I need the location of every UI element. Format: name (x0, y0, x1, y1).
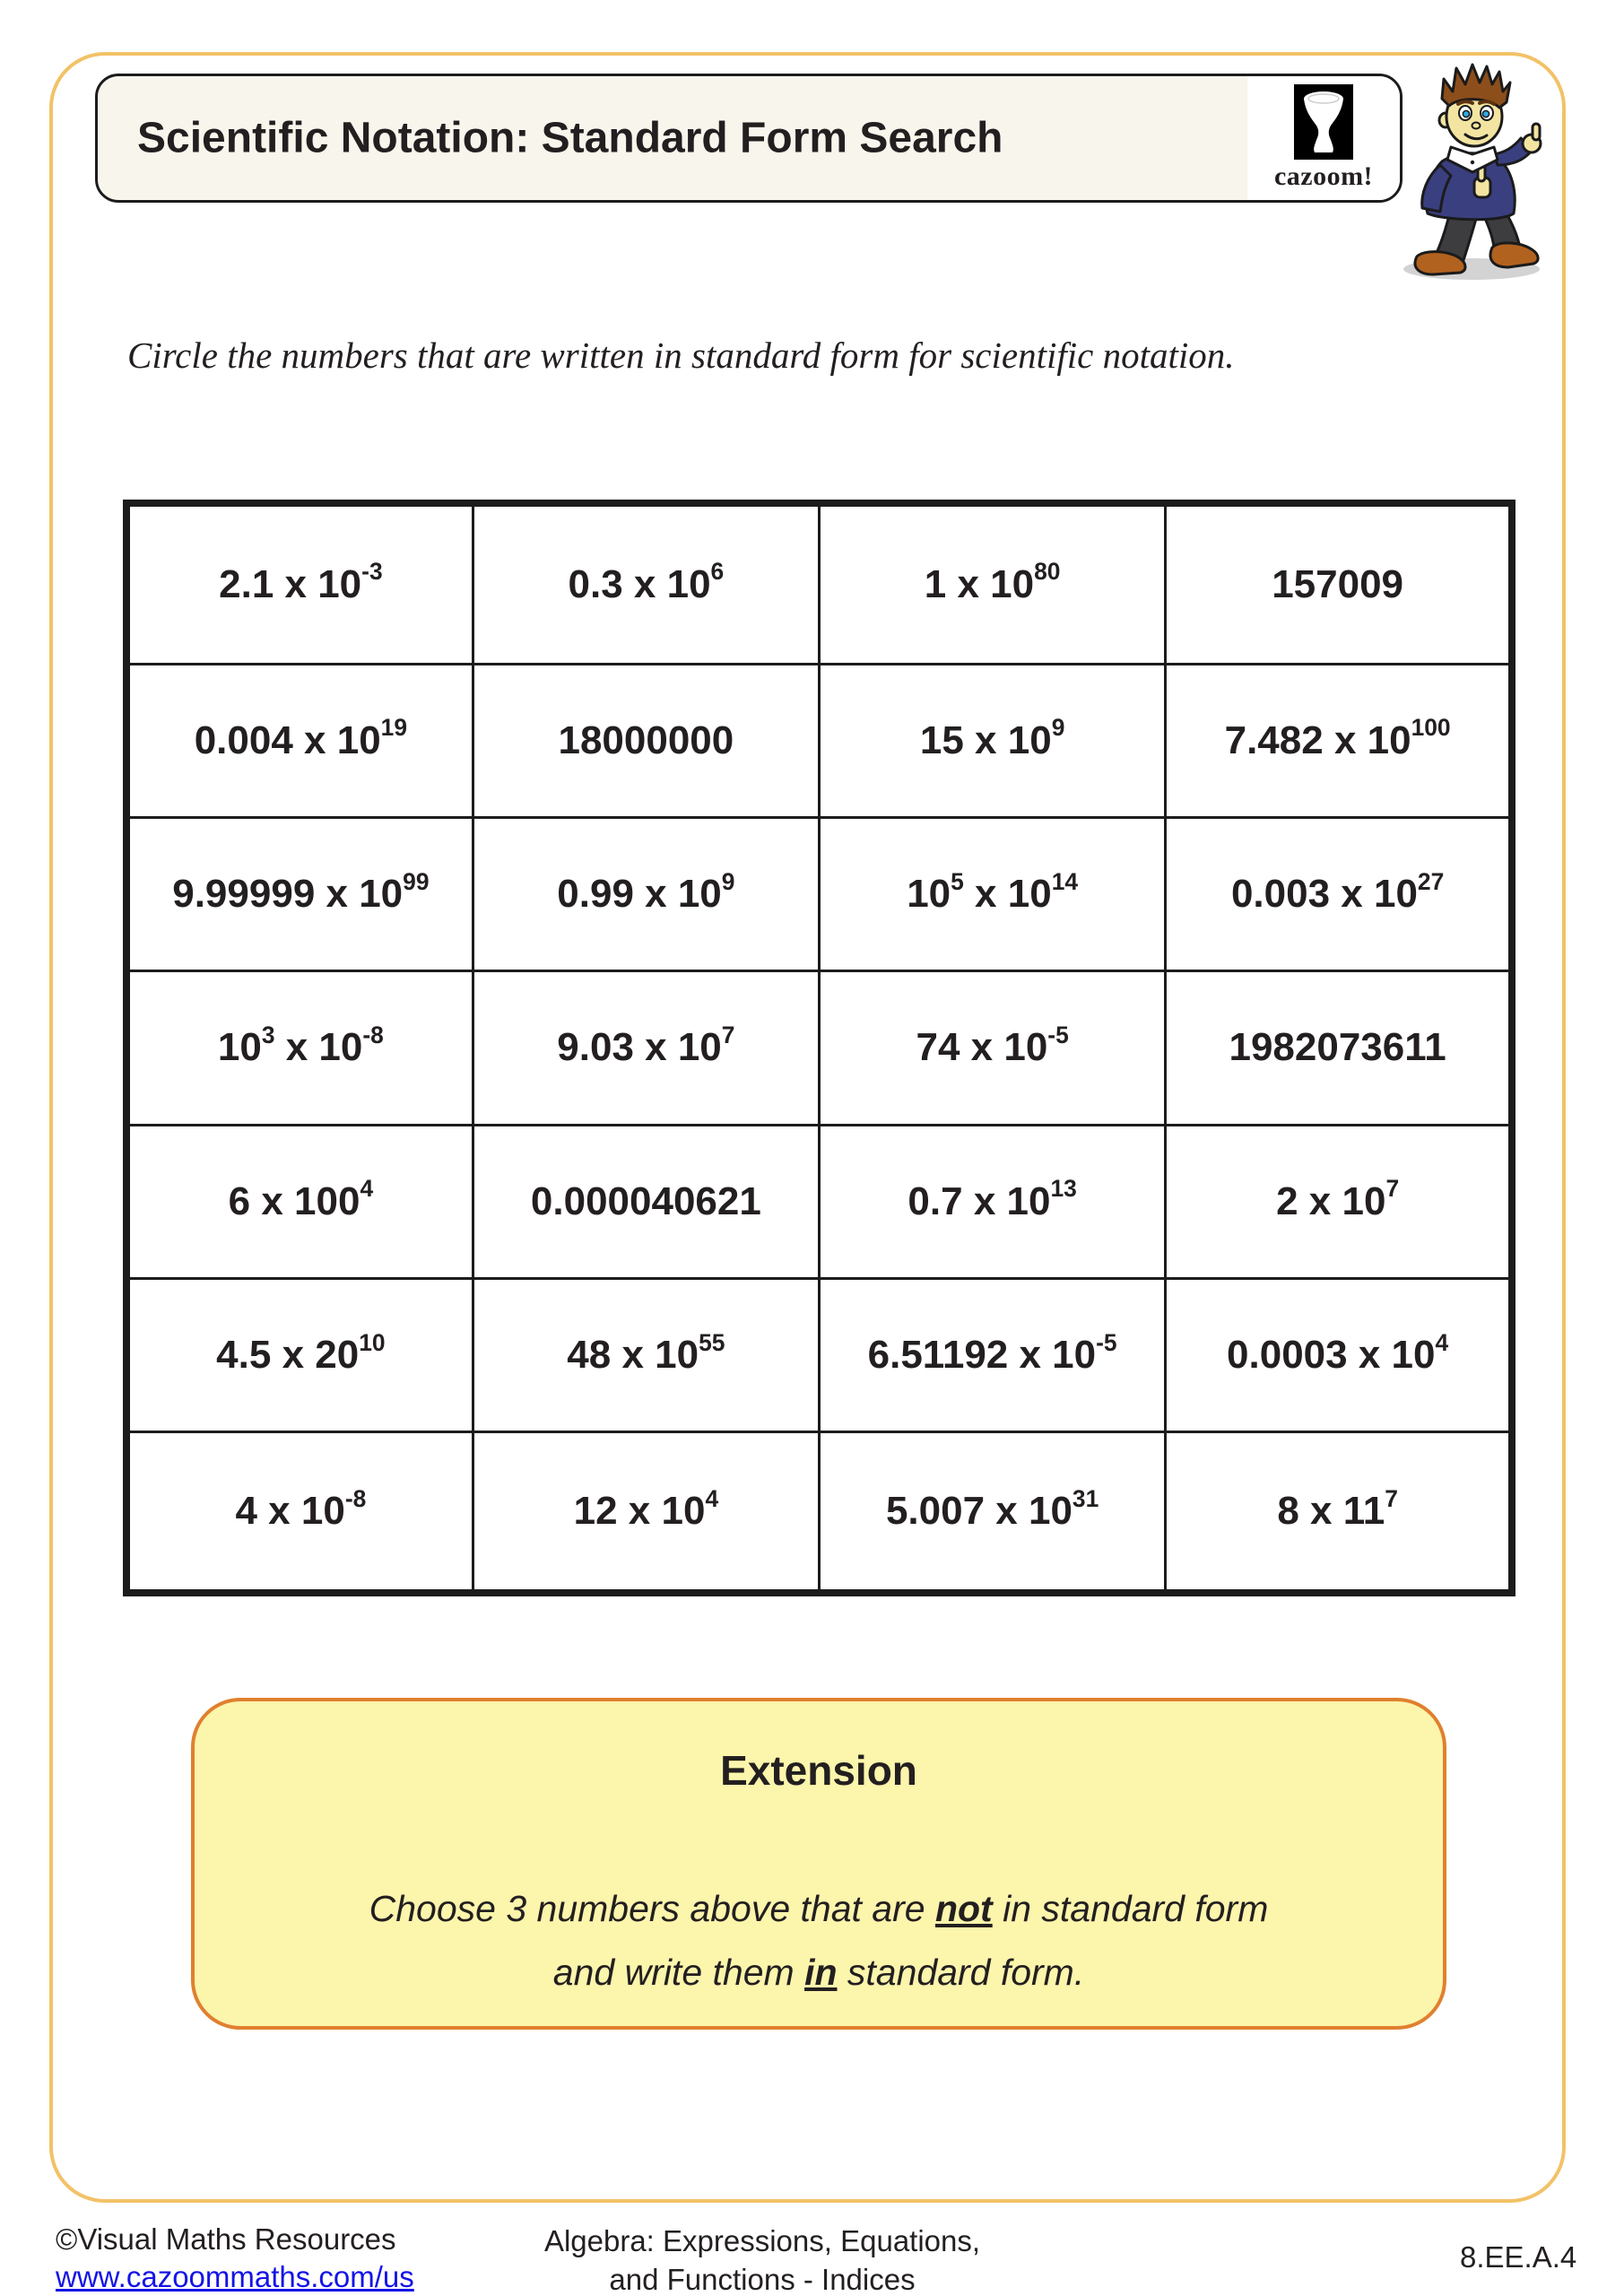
number-cell[interactable]: 0.000040621 (473, 1125, 819, 1278)
mascot-character (1395, 57, 1584, 286)
number-cell[interactable]: 4 x $10^{-8}$ (126, 1432, 473, 1593)
number-cell[interactable]: 0.7 x $10^{13}$ (820, 1125, 1166, 1278)
topic-line-2: and Functions - Indices (609, 2262, 916, 2296)
page-title: Scientific Notation: Standard Form Search (137, 114, 1003, 162)
footer-topic (484, 2222, 1040, 2296)
topic-line-1: Algebra: Expressions, Equations, (543, 2224, 981, 2257)
extension-title: Extension (720, 1747, 917, 1794)
logo-text: cazoom! (1273, 161, 1374, 191)
number-cell[interactable]: 0.99 x $10^9$ (473, 817, 819, 970)
table-row (126, 971, 1512, 1125)
number-cell[interactable]: 5.007 x $10^{31}$ (820, 1432, 1166, 1593)
number-cell[interactable]: 0.3 x $10^6$ (473, 503, 819, 664)
number-grid-body (126, 503, 1512, 1593)
table-row (126, 503, 1512, 664)
number-cell[interactable]: 2 x $10^7$ (1166, 1125, 1512, 1278)
number-cell[interactable]: 0.0003 x $10^4$ (1166, 1279, 1512, 1432)
number-cell[interactable]: 0.004 x $10^{19}$ (126, 664, 473, 817)
number-cell[interactable]: 8 x $11^7$ (1166, 1432, 1512, 1593)
copyright-text: ©Visual Maths Resources (56, 2222, 396, 2256)
number-cell[interactable]: 6.51192 x $10^{-5}$ (820, 1279, 1166, 1432)
table-row (126, 1432, 1512, 1593)
number-cell[interactable]: 15 x $10^9$ (820, 664, 1166, 817)
website-link[interactable]: www.cazoommaths.com/us (56, 2260, 414, 2294)
cazoom-logo (1247, 76, 1400, 200)
table-row (126, 1279, 1512, 1432)
header-box (95, 74, 1403, 203)
number-cell[interactable]: 18000000 (473, 664, 819, 817)
number-cell[interactable]: 6 x $100^4$ (126, 1125, 473, 1278)
instruction-text: Circle the numbers that are written in standard form for scientific notation. (127, 335, 1235, 376)
number-cell[interactable]: 0.003 x $10^{27}$ (1166, 817, 1512, 970)
number-cell[interactable]: 12 x $10^4$ (473, 1432, 819, 1593)
table-row (126, 664, 1512, 817)
extension-box (191, 1698, 1446, 2030)
table-row (126, 1125, 1512, 1278)
number-cell[interactable]: $10^3$ x $10^{-8}$ (126, 971, 473, 1125)
number-grid (123, 500, 1515, 1596)
number-cell[interactable]: 1 x $10^{80}$ (820, 503, 1166, 664)
number-cell[interactable]: 9.99999 x $10^{99}$ (126, 817, 473, 970)
footer-left (56, 2221, 414, 2296)
extension-body: Choose 3 numbers above that are not in standard form and write them in standard form. (369, 1888, 1269, 1993)
number-cell[interactable]: 1982073611 (1166, 971, 1512, 1125)
number-cell[interactable]: 2.1 x $10^{-3}$ (126, 503, 473, 664)
table-row (126, 817, 1512, 970)
number-cell[interactable]: 4.5 x $20^{10}$ (126, 1279, 473, 1432)
drum-icon (1294, 84, 1353, 160)
number-cell[interactable]: 9.03 x $10^7$ (473, 971, 819, 1125)
number-cell[interactable]: 48 x $10^{55}$ (473, 1279, 819, 1432)
number-cell[interactable]: 7.482 x $10^{100}$ (1166, 664, 1512, 817)
number-cell[interactable]: 74 x $10^{-5}$ (820, 971, 1166, 1125)
standard-code: 8.EE.A.4 (1460, 2240, 1577, 2274)
number-cell[interactable]: $10^5$ x $10^{14}$ (820, 817, 1166, 970)
number-cell[interactable]: 157009 (1166, 503, 1512, 664)
